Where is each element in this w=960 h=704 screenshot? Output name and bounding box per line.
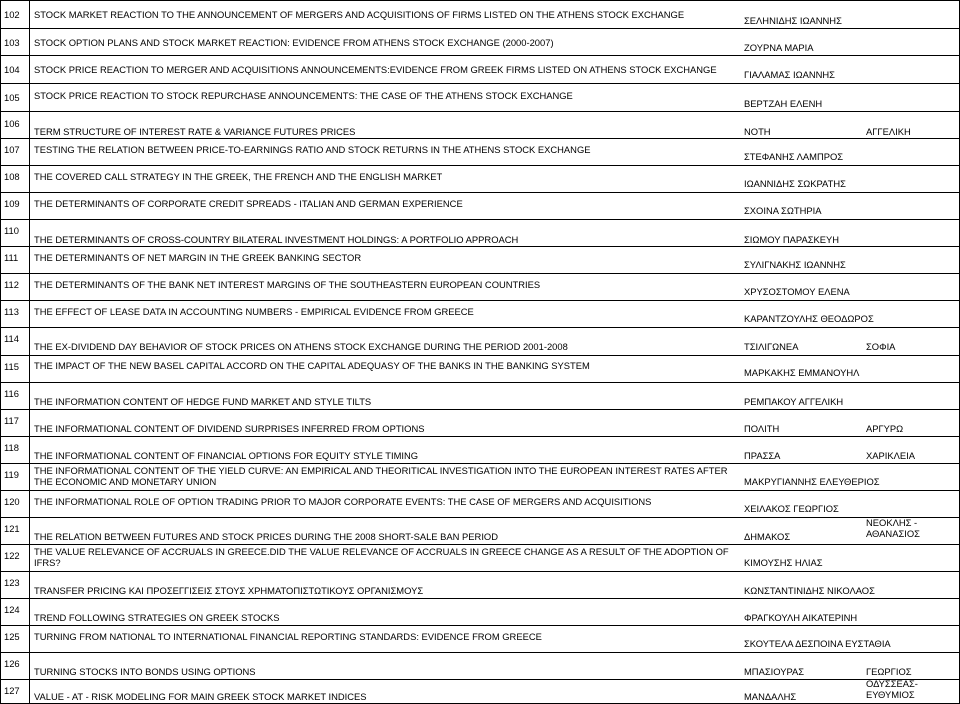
grid-line — [29, 356, 30, 382]
grid-line — [0, 139, 1, 165]
author-surname: ΚΑΡΑΝΤΖΟΥΛΗΣ ΘΕΟΔΩΡΟΣ — [744, 313, 874, 324]
grid-line — [29, 491, 30, 517]
table-row — [0, 29, 960, 56]
thesis-title: THE INFORMATIONAL CONTENT OF DIVIDEND SURPRISES INFERRED FROM OPTIONS — [34, 423, 425, 434]
author-surname: ΙΩΑΝΝΙΔΗΣ ΣΩΚΡΑΤΗΣ — [744, 178, 846, 189]
table-row — [0, 383, 960, 410]
thesis-title: THE VALUE RELEVANCE OF ACCRUALS IN GREECE.DID THE VALUE RELEVANCE OF ACCRUALS IN GREECE CHANGE AS A RESULT OF THE ADOPTION OF IFRS? — [34, 546, 729, 568]
grid-line — [29, 56, 30, 83]
grid-line — [29, 410, 30, 436]
table-row — [0, 464, 960, 491]
grid-line — [29, 220, 30, 246]
author-surname: ΚΩΝΣΤΑΝΤΙΝΙΔΗΣ ΝΙΚΟΛΑΟΣ — [744, 585, 875, 596]
grid-line — [29, 328, 30, 355]
table-row — [0, 626, 960, 653]
table-row — [0, 193, 960, 220]
thesis-title: THE DETERMINANTS OF CROSS-COUNTRY BILATERAL INVESTMENT HOLDINGS: A PORTFOLIO APPROACH — [34, 234, 519, 245]
grid-line — [0, 545, 1, 571]
row-number: 105 — [4, 92, 20, 103]
table-row — [0, 599, 960, 626]
row-number: 125 — [4, 631, 20, 642]
table-row — [0, 653, 960, 680]
author-surname: ΡΕΜΠΑΚΟΥ ΑΓΓΕΛΙΚΗ — [744, 396, 844, 407]
row-number: 122 — [4, 550, 20, 561]
grid-line — [29, 599, 30, 625]
author-surname: ΠΟΛΙΤΗ — [744, 423, 780, 434]
thesis-title: VALUE - AT - RISK MODELING FOR MAIN GREEK STOCK MARKET INDICES — [34, 691, 367, 702]
grid-line — [29, 84, 30, 111]
author-surname: ΣΚΟΥΤΕΛΑ ΔΕΣΠΟΙΝΑ ΕΥΣΤΑΘΙΑ — [744, 638, 891, 649]
author-firstname: ΝΕΟΚΛΗΣ - ΑΘΑΝΑΣΙΟΣ — [866, 517, 920, 539]
thesis-title: TRANSFER PRICING ΚΑΙ ΠΡΟΣΕΓΓΙΣΕΙΣ ΣΤΟΥΣ ΧΡΗΜΑΤΟΠΙΣΤΩΤΙΚΟΥΣ ΟΡΓΑΝΙΣΜΟΥΣ — [34, 585, 424, 596]
thesis-title: STOCK PRICE REACTION TO MERGER AND ACQUISITIONS ANNOUNCEMENTS:EVIDENCE FROM GREEK FIRMS LISTED ON ATHENS STOCK EXCHANGE — [34, 64, 717, 75]
grid-line — [29, 653, 30, 679]
author-firstname: ΑΓΓΕΛΙΚΗ — [866, 126, 911, 137]
author-firstname: ΣΟΦΙΑ — [866, 341, 896, 352]
grid-line — [0, 599, 1, 625]
row-number: 121 — [4, 523, 20, 534]
grid-line — [0, 112, 1, 138]
row-number: 119 — [4, 469, 19, 480]
table-row — [0, 220, 960, 247]
grid-line — [29, 139, 30, 165]
grid-line — [0, 220, 1, 246]
grid-line — [29, 112, 30, 138]
row-number: 107 — [4, 144, 20, 155]
author-surname: ΣΙΩΜΟΥ ΠΑΡΑΣΚΕΥΗ — [744, 234, 840, 245]
author-surname: ΚΙΜΟΥΣΗΣ ΗΛΙΑΣ — [744, 557, 823, 568]
author-firstname: ΧΑΡΙΚΛΕΙΑ — [866, 450, 915, 461]
grid-line — [29, 274, 30, 300]
table-row — [0, 274, 960, 301]
row-number: 113 — [4, 306, 19, 317]
table-row — [0, 680, 960, 704]
grid-line — [29, 680, 30, 703]
thesis-title: THE RELATION BETWEEN FUTURES AND STOCK PRICES DURING THE 2008 SHORT-SALE BAN PERIOD — [34, 531, 498, 542]
author-surname: ΒΕΡΤΖΑΗ ΕΛΕΝΗ — [744, 98, 823, 109]
author-surname: ΓΙΑΛΑΜΑΣ ΙΩΑΝΝΗΣ — [744, 69, 835, 80]
row-number: 110 — [4, 225, 19, 236]
row-number: 106 — [4, 118, 20, 129]
thesis-title: THE INFORMATIONAL CONTENT OF THE YIELD CURVE: AN EMPIRICAL AND THEORITICAL INVESTIGATION INTO THE EUROPEAN INTEREST RATES AFTER THE ECONOMIC AND MONETARY UNION — [34, 465, 728, 487]
author-surname: ΣΕΛΗΝΙΔΗΣ ΙΩΑΝΝΗΣ — [744, 15, 842, 26]
row-number: 116 — [4, 388, 19, 399]
thesis-title: THE DETERMINANTS OF CORPORATE CREDIT SPREADS - ITALIAN AND GERMAN EXPERIENCE — [34, 198, 463, 209]
thesis-title: THE IMPACT OF THE NEW BASEL CAPITAL ACCORD ON THE CAPITAL ADEQUASY OF THE BANKS IN THE BANKING SYSTEM — [34, 360, 590, 371]
grid-line — [0, 29, 1, 55]
author-surname: ΣΥΛΙΓΝΑΚΗΣ ΙΩΑΝΝΗΣ — [744, 259, 846, 270]
thesis-title: THE EX-DIVIDEND DAY BEHAVIOR OF STOCK PRICES ON ATHENS STOCK EXCHANGE DURING THE PERIOD 2001-2008 — [34, 341, 568, 352]
grid-line — [0, 464, 1, 490]
table-row — [0, 56, 960, 84]
grid-line — [29, 166, 30, 192]
grid-line — [29, 518, 30, 544]
grid-line — [0, 56, 1, 83]
grid-line — [0, 1, 1, 28]
table-row — [0, 84, 960, 112]
grid-line — [0, 166, 1, 192]
grid-line — [0, 356, 1, 382]
table-row — [0, 491, 960, 518]
grid-line — [0, 383, 1, 409]
table-row — [0, 356, 960, 383]
grid-line — [29, 437, 30, 463]
table-row — [0, 247, 960, 274]
row-number: 124 — [4, 604, 20, 615]
author-surname: ΝΟΤΗ — [744, 126, 771, 137]
grid-line — [29, 464, 30, 490]
author-surname: ΣΤΕΦΑΝΗΣ ΛΑΜΠΡΟΣ — [744, 151, 844, 162]
thesis-title: TURNING STOCKS INTO BONDS USING OPTIONS — [34, 666, 256, 677]
grid-line — [29, 29, 30, 55]
author-surname: ΧΡΥΣΟΣΤΟΜΟΥ ΕΛΕΝΑ — [744, 286, 850, 297]
thesis-title: TREND FOLLOWING STRATEGIES ON GREEK STOCKS — [34, 612, 280, 623]
grid-line — [0, 274, 1, 300]
author-surname: ΔΗΜΑΚΟΣ — [744, 531, 791, 542]
row-number: 115 — [4, 361, 19, 372]
author-surname: ΧΕΙΛΑΚΟΣ ΓΕΩΡΓΙΟΣ — [744, 503, 839, 514]
thesis-title: STOCK PRICE REACTION TO STOCK REPURCHASE ANNOUNCEMENTS: THE CASE OF THE ATHENS STOCK EXCHANGE — [34, 90, 573, 101]
grid-line — [0, 572, 1, 598]
row-number: 123 — [4, 577, 20, 588]
grid-line — [29, 247, 30, 273]
author-surname: ΠΡΑΣΣΑ — [744, 450, 781, 461]
row-number: 111 — [4, 252, 19, 263]
table-row — [0, 166, 960, 193]
table-row — [0, 437, 960, 464]
row-number: 112 — [4, 279, 19, 290]
grid-line — [29, 301, 30, 327]
author-firstname: ΑΡΓΥΡΩ — [866, 423, 904, 434]
table-row — [0, 545, 960, 572]
grid-line — [0, 247, 1, 273]
grid-line — [0, 410, 1, 436]
grid-line — [0, 680, 1, 703]
author-surname: ΣΧΟΙΝΑ ΣΩΤΗΡΙΑ — [744, 205, 822, 216]
row-number: 109 — [4, 198, 20, 209]
row-number: 120 — [4, 496, 20, 507]
grid-line — [29, 193, 30, 219]
thesis-title: THE INFORMATION CONTENT OF HEDGE FUND MARKET AND STYLE TILTS — [34, 396, 372, 407]
table-row — [0, 328, 960, 356]
row-number: 118 — [4, 442, 19, 453]
grid-line — [0, 437, 1, 463]
author-surname: ΜΑΝΔΑΛΗΣ — [744, 691, 797, 702]
table-row — [0, 0, 960, 29]
author-surname: ΜΠΑΣΙΟΥΡΑΣ — [744, 666, 805, 677]
thesis-title: THE INFORMATIONAL ROLE OF OPTION TRADING PRIOR TO MAJOR CORPORATE EVENTS: THE CASE OF MERGERS AND ACQUISITIONS — [34, 496, 652, 507]
grid-line — [0, 626, 1, 652]
author-surname: ΜΑΚΡΥΓΙΑΝΝΗΣ ΕΛΕΥΘΕΡΙΟΣ — [744, 476, 880, 487]
author-surname: ΤΣΙΛΙΓΩΝΕΑ — [744, 341, 799, 352]
grid-line — [0, 328, 1, 355]
row-number: 114 — [4, 333, 19, 344]
thesis-title: THE COVERED CALL STRATEGY IN THE GREEK, THE FRENCH AND THE ENGLISH MARKET — [34, 171, 443, 182]
table-row — [0, 301, 960, 328]
grid-line — [0, 653, 1, 679]
grid-line — [29, 1, 30, 28]
grid-line — [0, 301, 1, 327]
table-row — [0, 572, 960, 599]
author-firstname: ΟΔΥΣΣΕΑΣ- ΕΥΘΥΜΙΟΣ — [866, 678, 918, 700]
table-row — [0, 112, 960, 139]
row-number: 102 — [4, 9, 20, 20]
thesis-title: THE DETERMINANTS OF NET MARGIN IN THE GREEK BANKING SECTOR — [34, 252, 362, 263]
row-number: 103 — [4, 37, 20, 48]
table-row — [0, 139, 960, 166]
thesis-title: THE DETERMINANTS OF THE BANK NET INTEREST MARGINS OF THE SOUTHEASTERN EUROPEAN COUNTRIES — [34, 279, 541, 290]
grid-line — [29, 572, 30, 598]
grid-line — [29, 383, 30, 409]
thesis-title: THE EFFECT OF LEASE DATA IN ACCOUNTING NUMBERS - EMPIRICAL EVIDENCE FROM GREECE — [34, 306, 474, 317]
author-surname: ΜΑΡΚΑΚΗΣ ΕΜΜΑΝΟΥΗΛ — [744, 367, 860, 378]
thesis-title: THE INFORMATIONAL CONTENT OF FINANCIAL OPTIONS FOR EQUITY STYLE TIMING — [34, 450, 419, 461]
thesis-title: TURNING FROM NATIONAL TO INTERNATIONAL FINANCIAL REPORTING STANDARDS: EVIDENCE FROM GREECE — [34, 631, 542, 642]
thesis-title: STOCK MARKET REACTION TO THE ANNOUNCEMENT OF MERGERS AND ACQUISITIONS OF FIRMS LISTED ON THE ATHENS STOCK EXCHANGE — [34, 9, 685, 20]
grid-line — [0, 518, 1, 544]
author-firstname: ΓΕΩΡΓΙΟΣ — [866, 666, 912, 677]
author-surname: ΖΟΥΡΝΑ ΜΑΡΙΑ — [744, 42, 814, 53]
grid-line — [29, 626, 30, 652]
table-row — [0, 518, 960, 545]
thesis-title: TESTING THE RELATION BETWEEN PRICE-TO-EARNINGS RATIO AND STOCK RETURNS IN THE ATHENS STOCK EXCHANGE — [34, 144, 591, 155]
row-number: 108 — [4, 171, 20, 182]
row-number: 117 — [4, 415, 19, 426]
thesis-title: STOCK OPTION PLANS AND STOCK MARKET REACTION: EVIDENCE FROM ATHENS STOCK EXCHANGE (2000-2007) — [34, 37, 554, 48]
grid-line — [0, 84, 1, 111]
row-number: 127 — [4, 685, 20, 696]
table-row — [0, 410, 960, 437]
thesis-title: TERM STRUCTURE OF INTEREST RATE & VARIANCE FUTURES PRICES — [34, 126, 356, 137]
row-number: 104 — [4, 64, 20, 75]
row-number: 126 — [4, 658, 20, 669]
grid-line — [0, 491, 1, 517]
author-surname: ΦΡΑΓΚΟΥΛΗ ΑΙΚΑΤΕΡΙΝΗ — [744, 612, 858, 623]
grid-line — [29, 545, 30, 571]
grid-line — [0, 193, 1, 219]
